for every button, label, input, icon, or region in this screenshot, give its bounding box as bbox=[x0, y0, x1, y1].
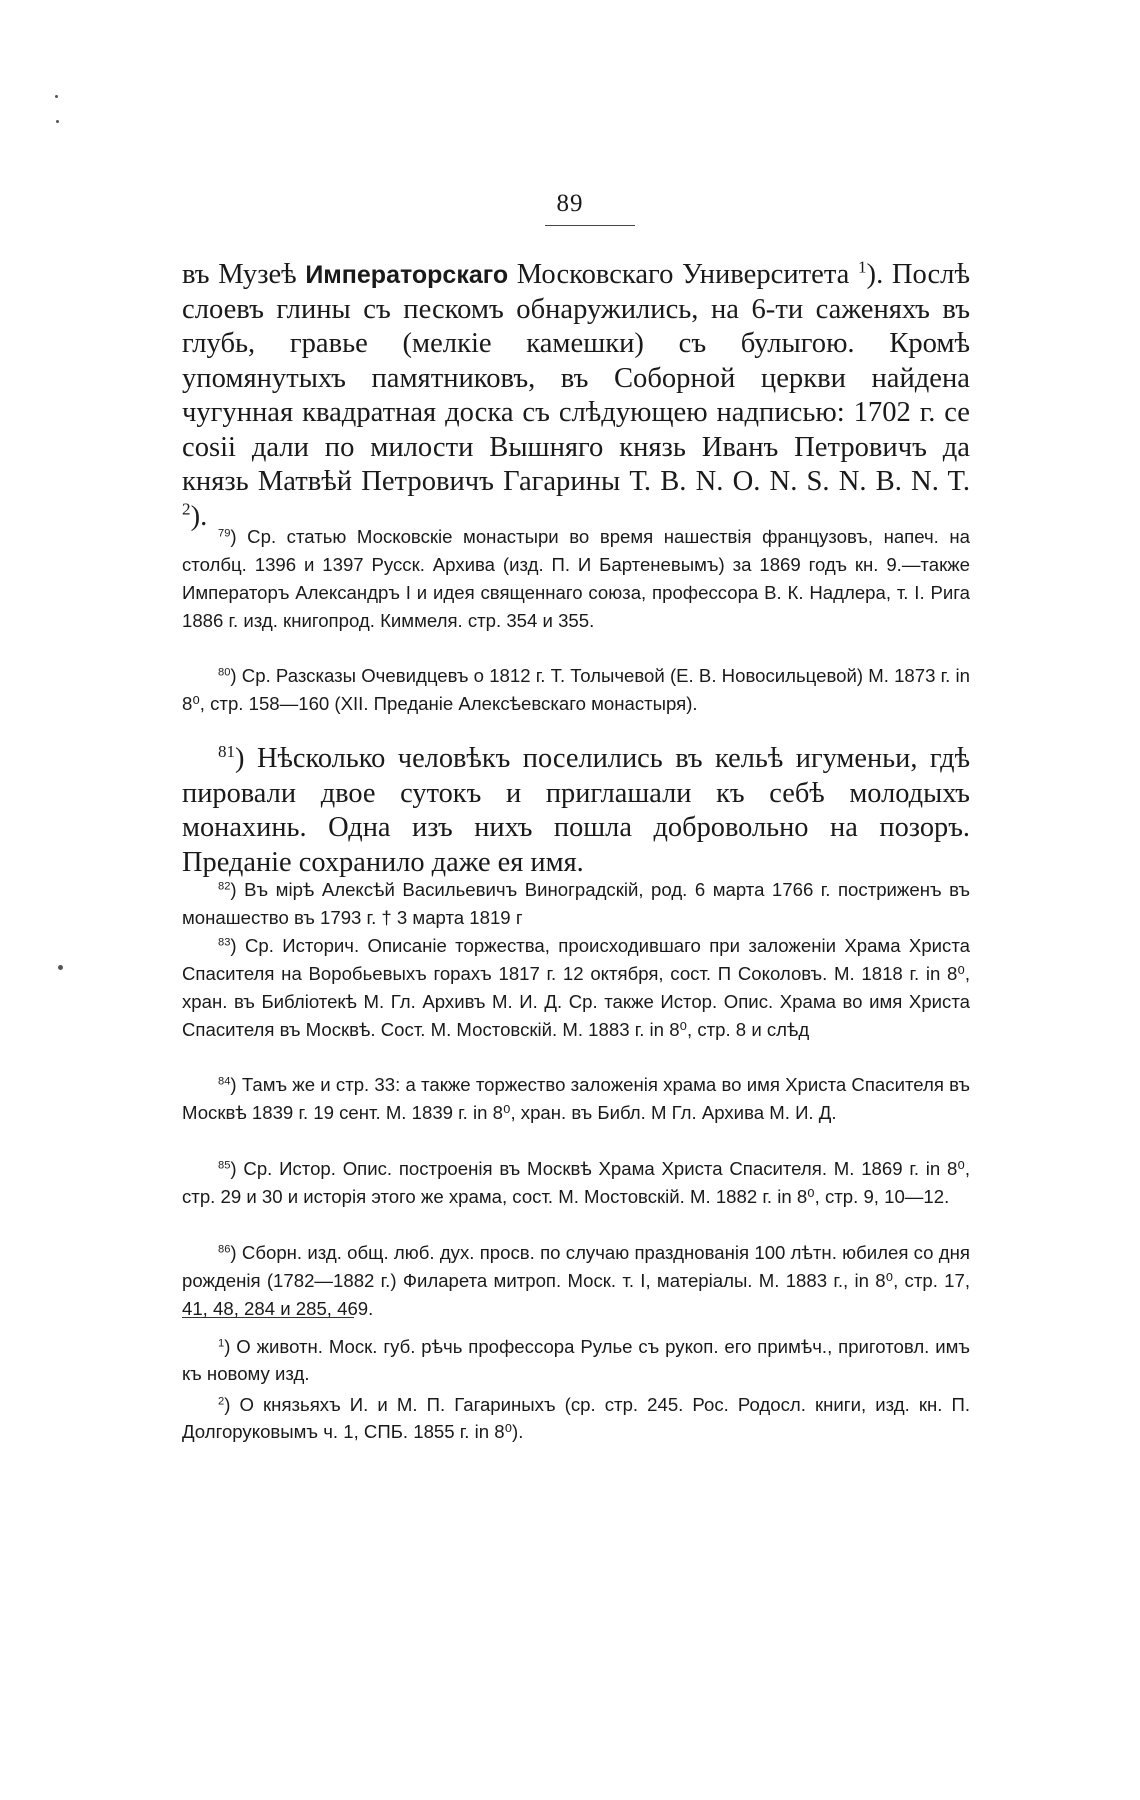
note-85 bbox=[182, 1155, 970, 1211]
note-83 bbox=[182, 932, 970, 1044]
footnote-number: 2 bbox=[218, 1395, 225, 1408]
note-number: 79 bbox=[218, 527, 231, 540]
note-79 bbox=[182, 523, 970, 635]
page-number-rule bbox=[545, 225, 635, 226]
note-number: 81 bbox=[218, 741, 236, 761]
note-number: 86 bbox=[218, 1243, 231, 1256]
scan-speck bbox=[58, 965, 63, 970]
note-82 bbox=[182, 876, 970, 932]
footnote-2 bbox=[182, 1391, 970, 1445]
note-84 bbox=[182, 1071, 970, 1127]
footnote-text: ) О животн. Моск. губ. рѣчь профессора Рулье съ рукоп. его примѣч., приготовл. имъ къ новому изд. bbox=[182, 1336, 970, 1384]
note-number: 84 bbox=[218, 1075, 231, 1088]
main-lead: въ Музеѣ bbox=[182, 259, 306, 290]
footnote-ref-1: 1 bbox=[857, 257, 867, 277]
scan-speck bbox=[56, 120, 59, 123]
footnote-ref-2: 2 bbox=[182, 499, 191, 519]
note-text: ) Сборн. изд. общ. люб. дух. просв. по случаю празднованія 100 лѣтн. юбилея со дня рожденія (1782—1882 г.) Филарета митроп. Моск. т. I, матеріалы. М. 1883 г., in 8⁰, стр. 17, 41, 48, 284 и 285, 469. bbox=[182, 1242, 970, 1319]
note-number: 80 bbox=[218, 666, 231, 679]
main-emphasis: Императорскаго bbox=[305, 261, 509, 289]
note-number: 83 bbox=[218, 936, 231, 949]
note-number: 82 bbox=[218, 880, 231, 893]
note-text: ) Тамъ же и стр. 33: а также торжество заложенія храма во имя Христа Спасителя въ Москвѣ 1839 г. 19 сент. М. 1839 г. in 8⁰, хран. въ Библ. М Гл. Архива М. И. Д. bbox=[182, 1074, 970, 1123]
note-text: ) Въ мірѣ Алексѣй Васильевичъ Виноградскій, род. 6 марта 1766 г. постриженъ въ монашество въ 1793 г. † 3 марта 1819 г bbox=[182, 879, 970, 928]
note-text: ) Ср. Истор. Опис. построенія въ Москвѣ Храма Христа Спасителя. М. 1869 г. in 8⁰, стр. 29 и 30 и исторія этого же храма, сост. М. Мостовскій. М. 1882 г. in 8⁰, стр. 9, 10—12. bbox=[182, 1158, 970, 1207]
note-86 bbox=[182, 1239, 970, 1323]
scan-speck bbox=[55, 95, 58, 98]
footnote-number: 1 bbox=[218, 1337, 225, 1350]
note-text: ) Нѣсколько человѣкъ поселились въ кельѣ игуменьи, гдѣ пировали двое сутокъ и приглашали къ себѣ молодыхъ монахинь. Одна изъ нихъ пошла добровольно на позоръ. Преданіе сохранило даже ея имя. bbox=[182, 743, 970, 878]
page-number: 89 bbox=[556, 190, 584, 217]
footnote-1 bbox=[182, 1333, 970, 1387]
note-text: ) Ср. статью Московскіе монастыри во время нашествія французовъ, напеч. на столбц. 1396 и 1397 Русск. Архива (изд. П. И Бартеневымъ) за 1869 годъ кн. 9.—также Императоръ Александръ I и идея священнаго союза, профессора В. К. Надлера, т. I. Рига 1886 г. изд. книгопрод. Киммеля. стр. 354 и 355. bbox=[182, 526, 970, 631]
note-number: 85 bbox=[218, 1159, 231, 1172]
main-rest: Московскаго Университета bbox=[508, 259, 858, 290]
note-text: ) Ср. Историч. Описаніе торжества, происходившаго при заложеніи Храма Христа Спасителя на Воробьевыхъ горахъ 1817 г. 12 октября, сост. П Соколовъ. М. 1818 г. in 8⁰, хран. въ Библіотекѣ М. Гл. Архивъ М. И. Д. Ср. также Истор. Опис. Храма во имя Христа Спасителя въ Москвѣ. Сост. М. Мостовскій. М. 1883 г. in 8⁰, стр. 8 и слѣд bbox=[182, 935, 970, 1040]
footnote-text: ) О князьяхъ И. и М. П. Гагариныхъ (ср. стр. 245. Рос. Родосл. книги, изд. кн. П. Долгоруковымъ ч. 1, СПБ. 1855 г. in 8⁰). bbox=[182, 1394, 970, 1442]
main-paragraph bbox=[182, 258, 970, 534]
note-81 bbox=[182, 742, 970, 880]
main-tail: ). bbox=[190, 500, 208, 532]
footnote-separator bbox=[182, 1317, 354, 1318]
main-body: ). Послѣ слоевъ глины съ пескомъ обнаружились, на 6-ти саженяхъ въ глубь, гравье (мелкіе камешки) съ булыгою. Кромѣ упомянутыхъ памятниковъ, въ Соборной церкви найдена чугунная квадратная доска съ слѣдующею надписью: 1702 г. се cosii дали по милости Вышняго князь Иванъ Петровичъ да князь Матвѣй Петровичъ Гагарины Т. В. N. O. N. S. N. B. N. T. bbox=[182, 259, 970, 497]
note-80 bbox=[182, 662, 970, 718]
note-text: ) Ср. Разсказы Очевидцевъ о 1812 г. Т. Толычевой (Е. В. Новосильцевой) М. 1873 г. in 8⁰, стр. 158—160 (XII. Преданіе Алексѣевскаго монастыря). bbox=[182, 665, 970, 714]
